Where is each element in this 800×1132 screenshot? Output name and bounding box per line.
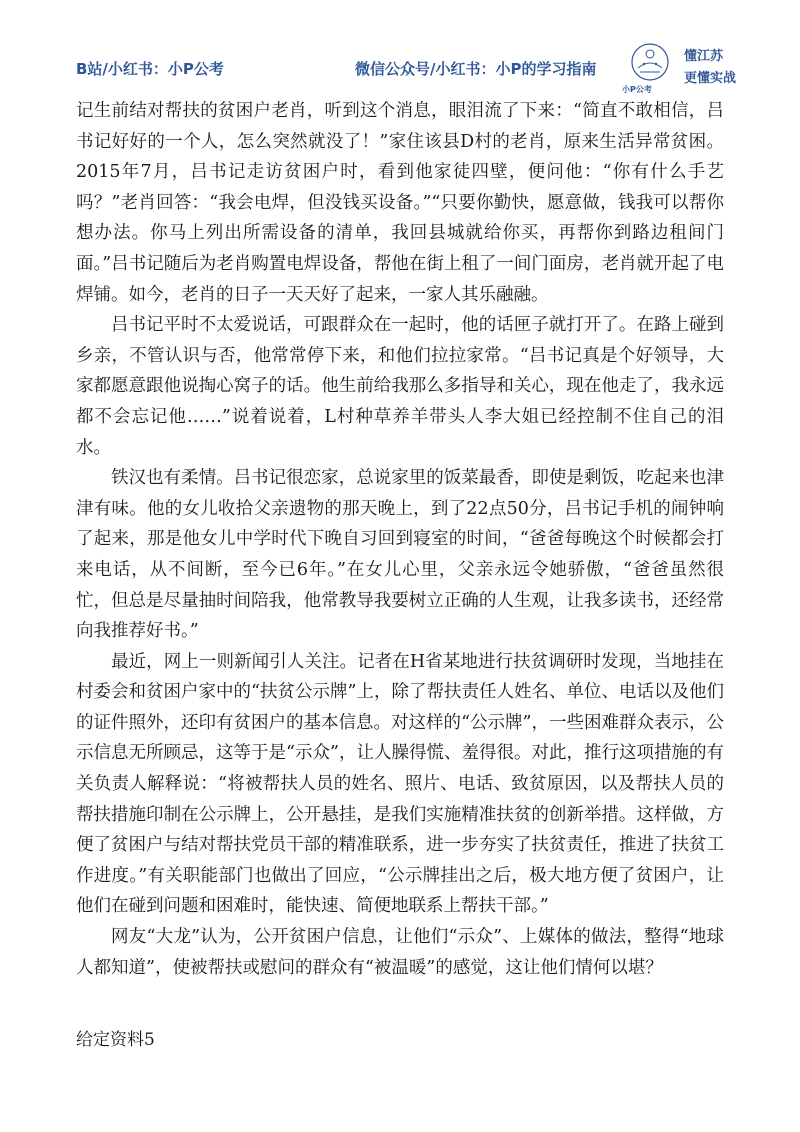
- header-right-text: 微信公众号/小红书：小P的学习指南: [355, 60, 597, 78]
- paragraph-5: 网友“大龙”认为，公开贫困户信息，让他们“示众”、上媒体的做法，整得“地球人都知道”，使被帮扶或慰问的群众有“被温暖”的感觉，这让他们情何以堪？: [76, 927, 724, 978]
- brand-logo-icon: [628, 42, 672, 88]
- slogan-line-2: 更懂实战: [684, 71, 737, 86]
- logo-caption: 小P公考: [622, 85, 652, 94]
- section-label: 给定资料5: [76, 1030, 155, 1050]
- page-header: [0, 0, 800, 95]
- paragraph-1: 记生前结对帮扶的贫困户老肖，听到这个消息，眼泪流了下来：“简直不敢相信，吕书记好好的一个人，怎么突然就没了！”家住该县D村的老肖，原来生活异常贫困。2015年7月，吕书记走访贫困户时，看到他家徒四壁，便问他：“你有什么手艺吗？”老肖回答：“我会电焊，但没钱买设备。”“只要你勤快，愿意做，钱我可以帮你想办法。你马上列出所需设备的清单，我回县城就给你买，再帮你到路边租间门面。”吕书记随后为老肖购置电焊设备，帮他在街上租了一间门面房，老肖就开起了电焊铺。如今，老肖的日子一天天好了起来，一家人其乐融融。: [76, 101, 724, 305]
- document-body: [76, 96, 724, 983]
- paragraph-2: 吕书记平时不太爱说话，可跟群众在一起时，他的话匣子就打开了。在路上碰到乡亲，不管认识与否，他常常停下来，和他们拉拉家常。“吕书记真是个好领导，大家都愿意跟他说掏心窝子的话。他生前给我那么多指导和关心，现在他走了，我永远都不会忘记他……”说着说着，L村种草养羊带头人李大姐已经控制不住自己的泪水。: [76, 315, 724, 458]
- paragraph-3: 铁汉也有柔情。吕书记很恋家，总说家里的饭菜最香，即使是剩饭，吃起来也津津有味。他的女儿收拾父亲遗物的那天晚上，到了22点50分，吕书记手机的闹钟响了起来，那是他女儿中学时代下晚自习回到寝室的时间，“爸爸每晚这个时候都会打来电话，从不间断，至今已6年。”在女儿心里，父亲永远令她骄傲，“爸爸虽然很忙，但总是尽量抽时间陪我，他常教导我要树立正确的人生观，让我多读书，还经常向我推荐好书。”: [76, 468, 724, 642]
- paragraph-4: 最近，网上一则新闻引人关注。记者在H省某地进行扶贫调研时发现，当地挂在村委会和贫困户家中的“扶贫公示牌”上，除了帮扶责任人姓名、单位、电话以及他们的证件照外，还印有贫困户的基本信息。对这样的“公示牌”，一些困难群众表示，公示信息无所顾忌，这等于是“示众”，让人臊得慌、羞得很。对此，推行这项措施的有关负责人解释说：“将被帮扶人员的姓名、照片、电话、致贫原因，以及帮扶人员的帮扶措施印制在公示牌上，公开悬挂，是我们实施精准扶贫的创新举措。这样做，方便了贫困户与结对帮扶党员干部的精准联系，进一步夯实了扶贫责任，推进了扶贫工作进度。”有关职能部门也做出了回应，“公示牌挂出之后，极大地方便了贫困户，让他们在碰到问题和困难时，能快速、简便地联系上帮扶干部。”: [76, 651, 724, 917]
- header-left-text: B站/小红书：小P公考: [76, 60, 224, 78]
- slogan-line-1: 懂江苏: [684, 49, 724, 64]
- header-slogan: [684, 46, 736, 90]
